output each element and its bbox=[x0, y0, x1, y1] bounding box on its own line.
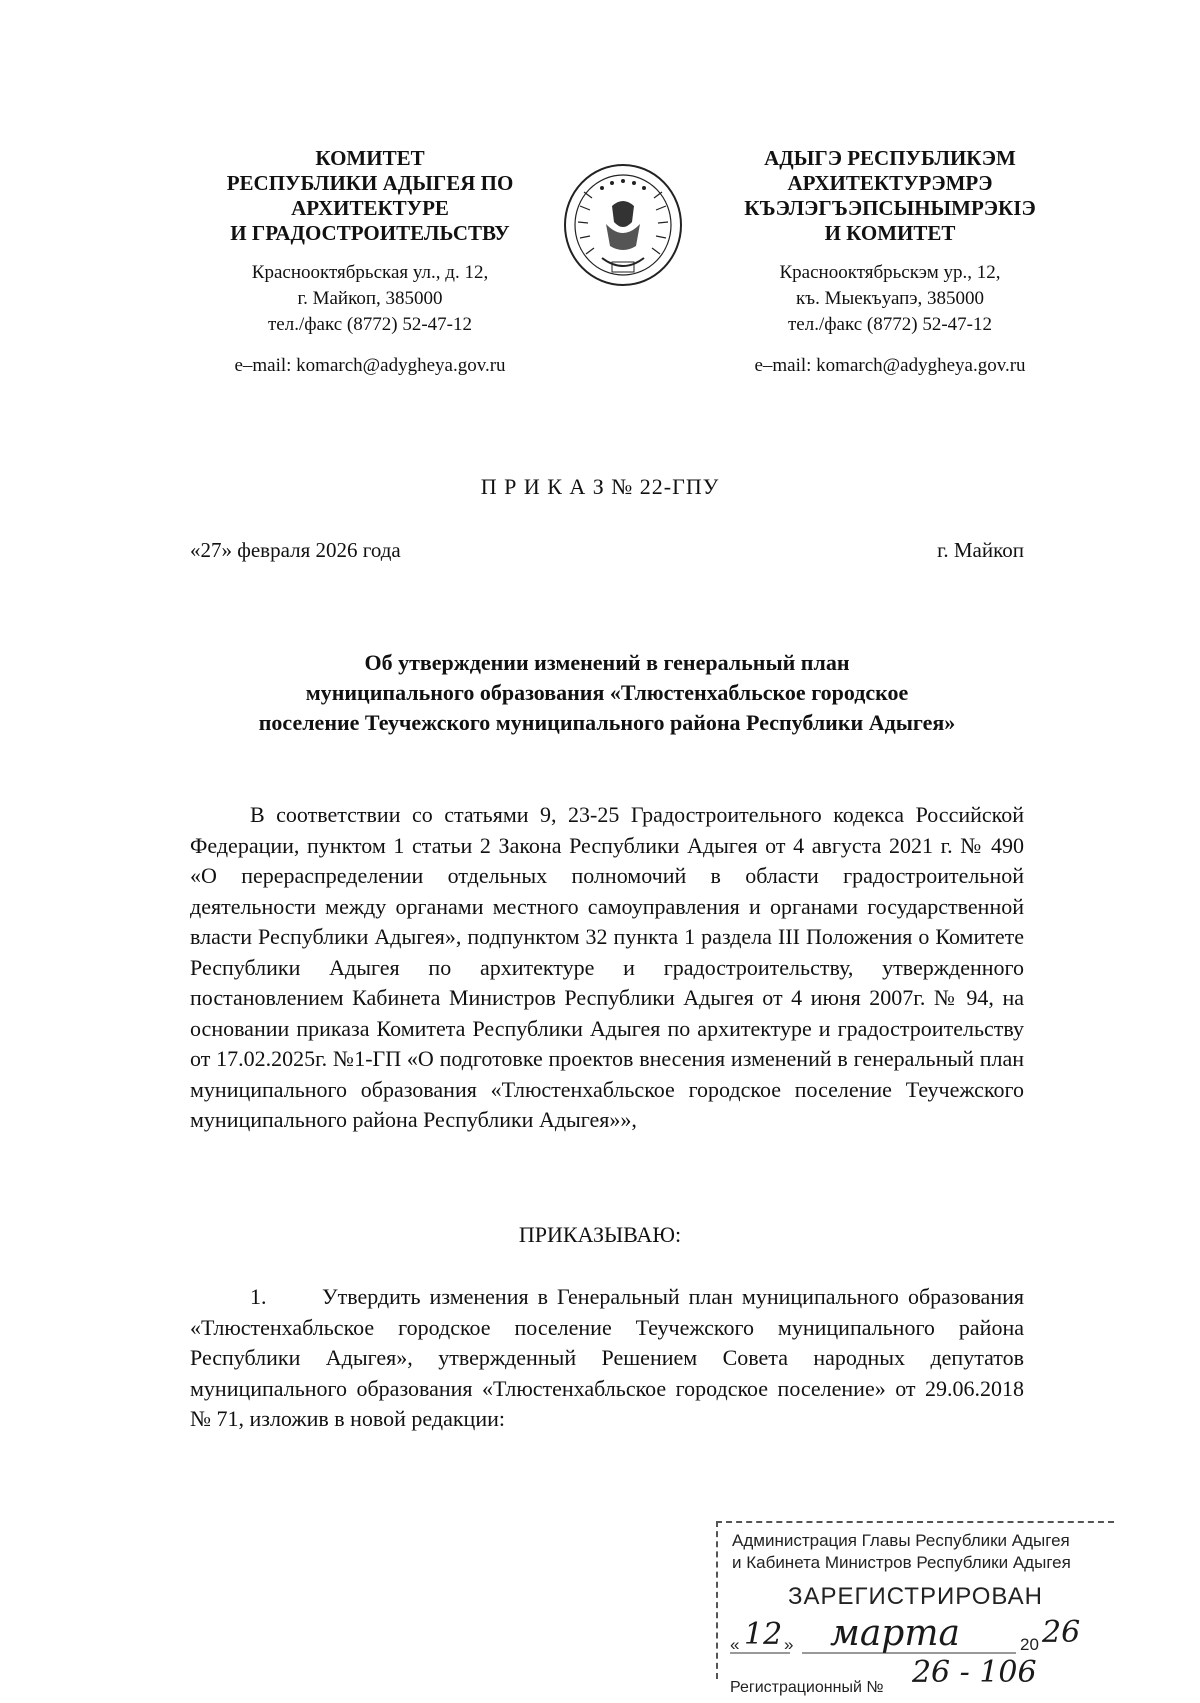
address-line: къ. Мыекъуапэ, 385000 bbox=[796, 288, 984, 309]
email-ru: e–mail: komarch@adygheya.gov.ru bbox=[234, 355, 506, 376]
preamble-text: В соответствии со статьями 9, 23-25 Градостроительного кодекса Российской Федерации, пунктом 1 статьи 2 Закона Республики Адыгея от 4 августа 2021 г. № 490 «О перераспределении отдельных полномочий в области градостроительной деятельности между органами местного самоуправления и органами государственной власти Республики Адыгея», подпунктом 32 пункта 1 раздела III Положения о Комитете Республики Адыгея по архитектуре и градостроительству, утвержденного постановлением Кабинета Министров Республики Адыгея от 4 июня 2007г. № 94, на основании приказа Комитета Республики Адыгея по архитектуре и градостроительству от 17.02.2025г. №1-ГП «О подготовке проектов внесения изменений в генеральный план муниципального образования «Тлюстенхабльское городское поселение Теучежского муниципального района Республики Адыгея»», bbox=[190, 802, 1024, 1132]
phone-line: тел./факс (8772) 52-47-12 bbox=[788, 314, 992, 335]
stamp-registered: ЗАРЕГИСТРИРОВАН bbox=[788, 1583, 1043, 1610]
item-number: 1. bbox=[250, 1284, 267, 1309]
order-title: П Р И К А З № 22-ГПУ bbox=[480, 474, 720, 499]
address-line: Краснооктябрьская ул., д. 12, bbox=[251, 262, 489, 283]
org-name-ru-line: И ГРАДОСТРОИТЕЛЬСТВУ bbox=[230, 221, 510, 245]
stamp-close-quote: » bbox=[784, 1635, 794, 1654]
stamp-reg-number-handwritten: 26 - 106 bbox=[911, 1655, 1037, 1690]
stamp-year-prefix: 20 bbox=[1020, 1635, 1039, 1654]
address-ady bbox=[710, 260, 1070, 338]
org-name-ru-line: РЕСПУБЛИКИ АДЫГЕЯ ПО bbox=[226, 171, 514, 195]
stamp-reg-number-line bbox=[730, 1655, 1037, 1700]
stamp-month-handwritten: марта bbox=[830, 1613, 960, 1654]
stamp-year-handwritten: 26 bbox=[1042, 1615, 1081, 1650]
phone-line: тел./факс (8772) 52-47-12 bbox=[268, 314, 472, 335]
order-item-1 bbox=[190, 1282, 1024, 1435]
coat-of-arms-emblem bbox=[562, 162, 684, 288]
header-left bbox=[190, 146, 550, 378]
stamp-date-line bbox=[730, 1613, 1110, 1654]
email-ady: e–mail: komarch@adygheya.gov.ru bbox=[754, 355, 1026, 376]
stamp-line-2: и Кабинета Министров Республики Адыгея bbox=[732, 1553, 1071, 1572]
stamp-open-quote: « bbox=[730, 1635, 740, 1654]
subject-line: Об утверждении изменений в генеральный план bbox=[364, 650, 850, 675]
order-word: ПРИКАЗЫВАЮ: bbox=[518, 1222, 682, 1247]
org-name-ru-line: АРХИТЕКТУРЕ bbox=[291, 196, 449, 220]
subject-line: муниципального образования «Тлюстенхабльское городское bbox=[305, 680, 909, 705]
order-subject bbox=[190, 648, 1024, 738]
org-name-ady-line: АРХИТЕКТУРЭМРЭ bbox=[787, 171, 993, 195]
org-name-ru-line: КОМИТЕТ bbox=[315, 146, 425, 170]
subject-line: поселение Теучежского муниципального района Республики Адыгея» bbox=[258, 710, 956, 735]
item-text: Утвердить изменения в Генеральный план муниципального образования «Тлюстенхабльское городское поселение Теучежского муниципального района Республики Адыгея», утвержденный Решением Совета народных депутатов муниципального образования «Тлюстенхабльское городское поселение» от 29.06.2018 № 71, изложив в новой редакции: bbox=[190, 1284, 1024, 1431]
registration-stamp bbox=[716, 1521, 1114, 1696]
preamble bbox=[190, 800, 1024, 1136]
org-name-ady-line: АДЫГЭ РЕСПУБЛИКЭМ bbox=[764, 146, 1016, 170]
org-name-ady-line: И КОМИТЕТ bbox=[824, 221, 956, 245]
header-right bbox=[710, 146, 1070, 378]
order-city: г. Майкоп bbox=[937, 538, 1024, 562]
stamp-line-1: Администрация Главы Республики Адыгея bbox=[732, 1531, 1070, 1550]
stamp-reg-label: Регистрационный № bbox=[730, 1679, 884, 1696]
address-line: г. Майкоп, 385000 bbox=[297, 288, 443, 309]
address-line: Краснооктябрьскэм ур., 12, bbox=[779, 262, 1001, 283]
org-name-ady-line: КЪЭЛЭГЪЭПСЫНЫМРЭКІЭ bbox=[744, 196, 1036, 220]
stamp-day-handwritten: 12 bbox=[744, 1617, 783, 1652]
order-date: «27» февраля 2026 года bbox=[190, 538, 401, 562]
address-ru bbox=[190, 260, 550, 338]
